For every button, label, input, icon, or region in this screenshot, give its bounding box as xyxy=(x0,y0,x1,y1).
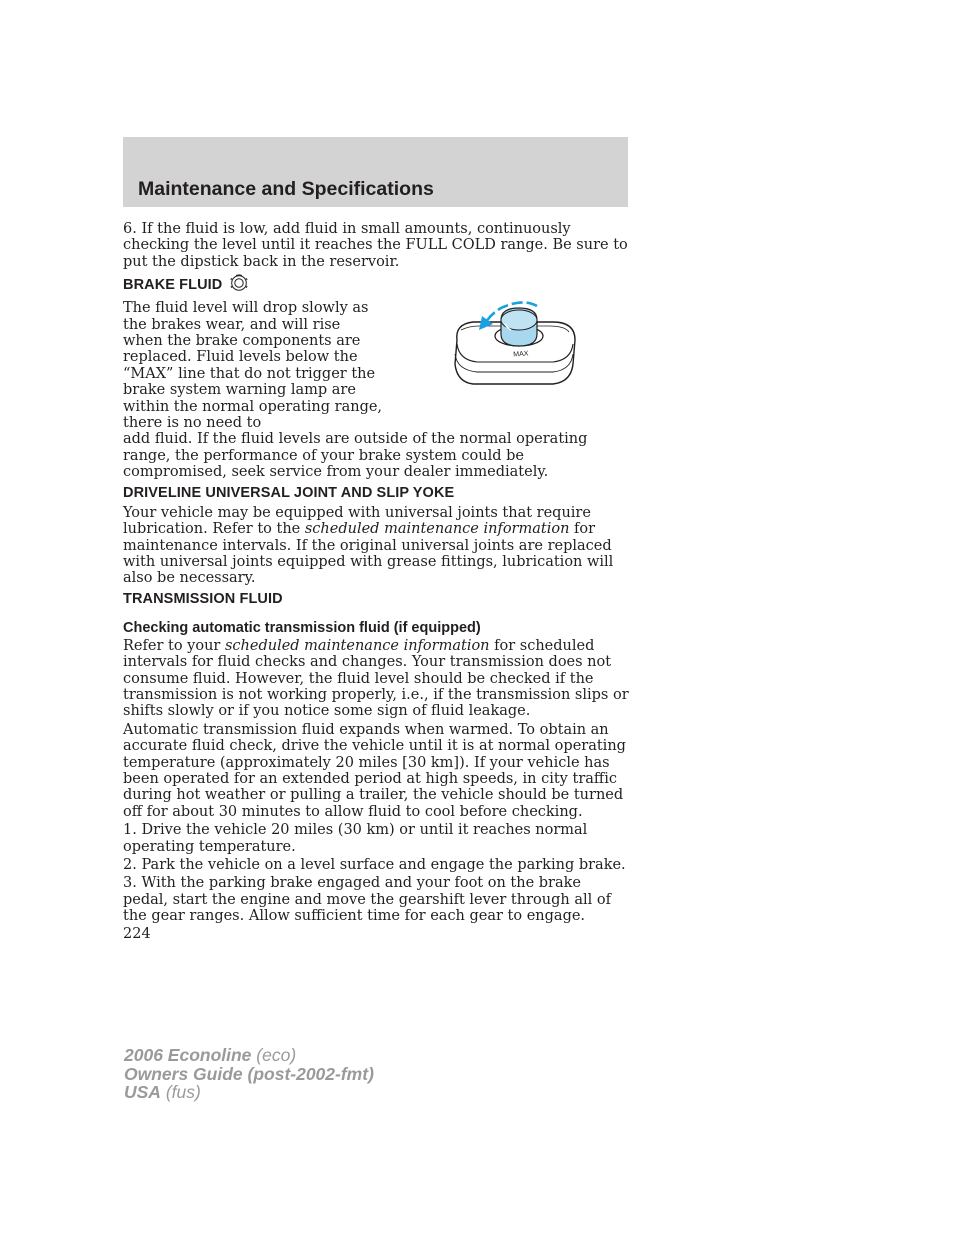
driveline-text-post: for maintenance intervals. If the original universal joints are replaced with universal joints equipped with grease fittings, lubrication will also be necessary. xyxy=(123,521,614,587)
page-content xyxy=(123,221,629,927)
driveline-text-italic: scheduled maintenance information xyxy=(304,521,570,538)
footer-region-code: (fus) xyxy=(165,1082,201,1102)
transmission-p1-post: for scheduled intervals for fluid checks and changes. Your transmission does not consume fluid. However, the fluid level should be checked if the transmission is not working properly, i.e., if the transmission slips or shifts slowly or if you notice some sign of fluid leakage. xyxy=(123,637,629,720)
transmission-step-3: 3. With the parking brake engaged and your foot on the brake pedal, start the engine and move the gearshift lever through all of the gear ranges. Allow sufficient time for each gear to engage. xyxy=(123,875,611,925)
transmission-p1-pre: Refer to your xyxy=(123,637,221,654)
driveline-paragraph xyxy=(123,505,629,587)
footer-model: 2006 Econoline xyxy=(124,1045,252,1065)
transmission-paragraph-2: Automatic transmission fluid expands when warmed. To obtain an accurate fluid check, drive the vehicle until it is at normal operating temperature (approximately 20 miles [30 km]). If your vehicle has been operated for an extended period at high speeds, in city traffic during hot weather or pulling a trailer, the vehicle should be turned off for about 30 minutes to allow fluid to cool before checking. xyxy=(123,721,626,820)
transmission-step-2: 2. Park the vehicle on a level surface and engage the parking brake. xyxy=(123,857,626,873)
transmission-subheading: Checking automatic transmission fluid (if equipped) xyxy=(123,619,481,636)
intro-step-paragraph: 6. If the fluid is low, add fluid in small amounts, continuously checking the level until it reaches the FULL COLD range. Be sure to put the dipstick back in the reservoir. xyxy=(123,221,628,270)
brake-reservoir-illustration xyxy=(449,300,579,390)
page-number: 224 xyxy=(123,926,151,942)
section-title: Maintenance and Specifications xyxy=(138,178,434,200)
max-level-label: MAX xyxy=(513,350,529,359)
transmission-paragraph-1 xyxy=(123,638,629,720)
transmission-heading: TRANSMISSION FLUID xyxy=(123,590,283,607)
driveline-text-pre: Your vehicle may be equipped with universal joints that require lubrication. Refer to the xyxy=(123,504,591,538)
brake-fluid-section xyxy=(123,300,629,431)
footer-line-1 xyxy=(124,1046,374,1065)
brake-fluid-heading xyxy=(123,274,629,297)
brake-fluid-symbol-icon xyxy=(230,274,248,297)
footer-line-3 xyxy=(124,1083,374,1102)
footer-model-code: (eco) xyxy=(256,1045,297,1065)
brake-fluid-heading-text: BRAKE FLUID xyxy=(123,277,223,294)
brake-fluid-paragraph-wrap: The fluid level will drop slowly as the brakes wear, and will rise when the brake components are replaced. Fluid levels below the “MAX” line that do not trigger the brake system warning lamp are within the normal operating range, there is no need to xyxy=(123,300,383,432)
brake-fluid-paragraph-rest: add fluid. If the fluid levels are outside of the normal operating range, the performance of your brake system could be compromised, seek service from your dealer immediately. xyxy=(123,431,588,481)
transmission-step-1: 1. Drive the vehicle 20 miles (30 km) or until it reaches normal operating temperature. xyxy=(123,822,588,855)
document-footer xyxy=(124,1046,374,1102)
footer-region: USA xyxy=(124,1082,161,1102)
footer-line-2 xyxy=(124,1065,374,1084)
section-header-band xyxy=(123,137,628,207)
footer-guide: Owners Guide (post-2002-fmt) xyxy=(124,1063,374,1084)
driveline-heading: DRIVELINE UNIVERSAL JOINT AND SLIP YOKE xyxy=(123,484,455,501)
transmission-p1-italic: scheduled maintenance information xyxy=(224,637,490,654)
